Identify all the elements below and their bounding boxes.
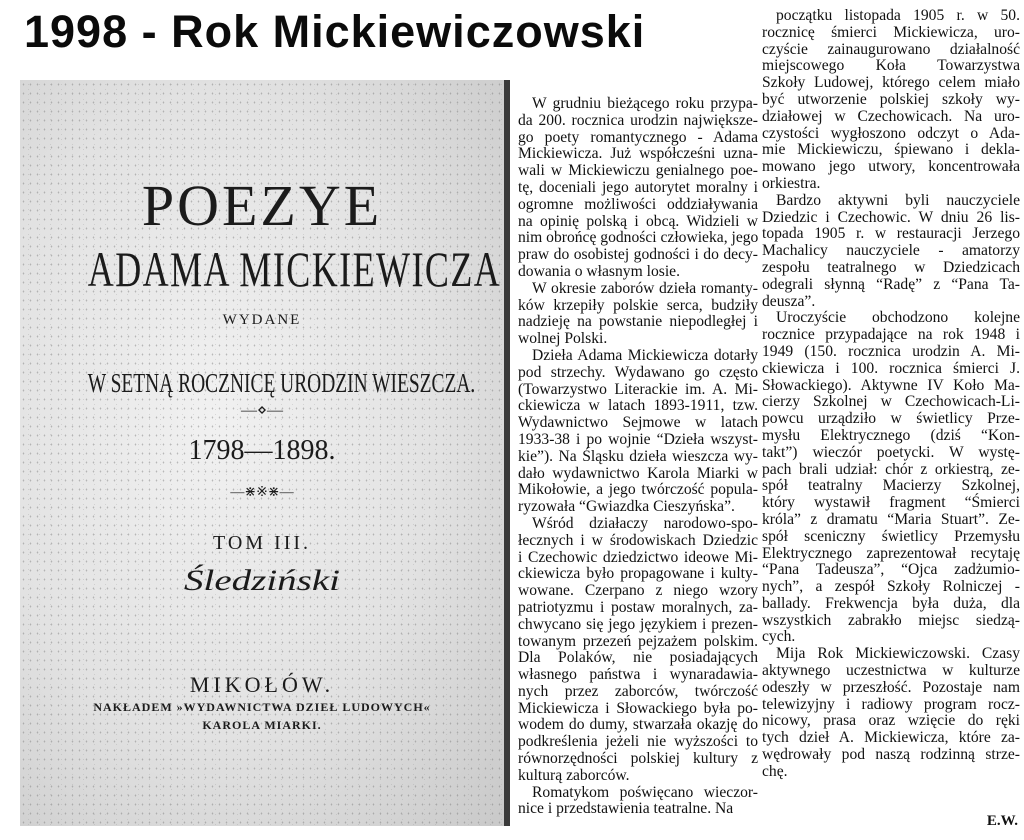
paragraph-line: króla” z dramatu “Maria Stuart”. Ze- [762, 510, 1020, 528]
author-signature: E.W. [986, 813, 1018, 829]
paragraph-line: wolnej Polski. [518, 330, 608, 348]
paragraph-line: topada 1905 r. w restauracji Jerzego [762, 225, 1020, 243]
paragraph-line: wszystkich zabrakło miejsc siedzą- [762, 611, 1020, 629]
paragraph-line: który wystawił fragment “Śmierci [762, 494, 1020, 512]
paragraph-line: kie”). Na Śląsku dzieła wieszcza wy- [518, 447, 758, 465]
paragraph-line: praw do osobistej godności i do decy- [518, 246, 758, 264]
paragraph-line: W okresie zaborów dzieła romanty- [532, 279, 758, 297]
paragraph-line: (Towarzystwo Literackie im. A. Mi- [518, 380, 758, 398]
paragraph-line: dowania o własnym losie. [518, 262, 680, 280]
paragraph-line: i Czechowic dziedzictwo ideowe Mi- [518, 548, 758, 566]
article-title: 1998 - Rok Mickiewiczowski [24, 6, 646, 57]
paragraph-line: nicowy, prasa oraz wzięcie do ręki [762, 712, 1020, 730]
paragraph-line: ballady. Frekwencja była duża, dla [762, 594, 1020, 612]
paragraph-line: czystości wygłoszono odczyt o Ada- [762, 124, 1020, 142]
paragraph-line: Mickiewicza i Słowackiego była po- [518, 699, 758, 717]
paragraph-line: wędrowały pod naszą rodzinną strze- [762, 746, 1020, 764]
cover-ornament: —⋄— [240, 402, 283, 419]
paragraph-line: wodem do dumy, stwarzała okazję do [518, 716, 758, 734]
paragraph-line: ckiewicza było propagowane i kulty- [518, 565, 758, 583]
paragraph-line: podkreślenia jeżeli nie wyższości to [518, 733, 758, 751]
paragraph-line: Mickiewicza. Już współcześni uzna- [518, 145, 758, 163]
paragraph-line: Uroczyście obchodzono kolejne [776, 309, 1020, 327]
paragraph-line: W grudniu bieżącego roku przypa- [532, 95, 758, 112]
paragraph-line: Mikołowie, a jego twórczość popula- [518, 481, 758, 499]
paragraph-line: go poety romantycznego - Adama [518, 128, 758, 146]
paragraph-line: nych”, a zespół Szkoły Rolniczej - [762, 578, 1020, 596]
paragraph-line: działowej w Czechowicach. Na uro- [762, 107, 1020, 125]
paragraph-line: czyście zainaugurowano działalność [762, 40, 1020, 58]
paragraph-line: Elektrycznego zaprezentował recytaję [762, 544, 1020, 562]
paragraph-line: miejscowego Koła Towarzystwa [762, 57, 1020, 75]
paragraph-line: ryzowała “Gwiazdka Cieszyńska”. [518, 498, 735, 516]
paragraph-line: wali w Mickiewiczu genialnego poe- [518, 162, 758, 180]
cover-years: 1798—1898. [188, 435, 336, 466]
paragraph-line: kulturą zaborców. [518, 766, 630, 784]
cover-publisher-name: KAROLA MIARKI. [202, 718, 322, 732]
paragraph-line: ogromne możliwości oddziaływania [518, 195, 758, 213]
paragraph-line: Mija Rok Mickiewiczowski. Czasy [776, 645, 1020, 663]
cover-title: POEZYE [141, 173, 383, 238]
paragraph-line: cierzy Szkolnej w Czechowicach-Li- [762, 393, 1020, 411]
paragraph-line: Słowackiego). Aktywne IV Koło Ma- [762, 376, 1020, 394]
paragraph-line: spół teatralny Macierzy Szkolnej, [762, 477, 1020, 495]
paragraph-line: pod strzechy. Wydawano go często [518, 363, 758, 381]
paragraph-line: na opinię polską i obcą. Widzieli w [518, 212, 758, 230]
article-column-right [762, 8, 1020, 781]
paragraph-line: patriotyzmu i postaw moralnych, za- [518, 598, 758, 616]
paragraph-line: cych. [762, 628, 796, 646]
paragraph-line: Dziedzic i Czechowic. W dniu 26 lis- [762, 208, 1020, 226]
paragraph-line: Szkoły Ludowej, którego celem miało [762, 74, 1020, 92]
book-cover-image [20, 80, 510, 826]
paragraph-line: rocznicę śmierci Mickiewicza, uro- [762, 23, 1020, 41]
paragraph-line: powcu urządziło w świetlicy Prze- [762, 410, 1020, 428]
paragraph-line: mie Mickiewiczu, śpiewano i dekla- [762, 141, 1020, 159]
paragraph-line: deusza”. [762, 292, 816, 310]
paragraph-line: równorzędności polskiej kultury z [518, 750, 758, 768]
paragraph-line: łecznych i w środowiskach Dziedzic [518, 531, 758, 549]
paragraph-line: 1933-38 i po wojnie “Dzieła wszyst- [518, 430, 758, 448]
paragraph-line: telewizyjny i radiowy program rocz- [762, 695, 1020, 713]
paragraph-line: odegrali słynną “Radę” z “Pana Ta- [762, 275, 1020, 293]
cover-volume: TOM III. [212, 532, 312, 554]
paragraph-line: “Pana Tadeusza”, “Ojca zadżumio- [762, 561, 1020, 579]
cover-handwritten-signature: Śledziński [184, 564, 340, 597]
paragraph-line: nim obrońcę godności człowieka, jego [518, 229, 759, 247]
cover-subtitle: W SETNĄ ROCZNICĘ URODZIN WIESZCZA. [87, 368, 476, 398]
paragraph-line: Machalicy nauczyciele - amatorzy [762, 242, 1020, 260]
paragraph-line: własnego państwa i wynaradawia- [518, 666, 758, 684]
paragraph-line: nadzieję na powstanie niepodległej i [518, 313, 758, 331]
paragraph-line: chwycano się jego językiem i prezen- [518, 615, 758, 633]
paragraph-line: Bardzo aktywni byli nauczyciele [776, 191, 1020, 209]
article-column-middle [518, 96, 758, 818]
paragraph-line: zespołu teatralnego w Dziedzicach [762, 258, 1020, 276]
paragraph-line: odeszły w przeszłość. Pozostaje nam [762, 678, 1020, 696]
paragraph-line: być utworzenie polskiej szkoły wy- [762, 90, 1020, 108]
paragraph-line: chę. [762, 762, 788, 780]
paragraph-line: początku listopada 1905 r. w 50. [776, 7, 1020, 24]
paragraph-line: 1949 (150. rocznica urodzin A. Mi- [762, 342, 1020, 360]
cover-ornament: —⋇※⋇— [230, 485, 294, 500]
paragraph-line: Romatykom poświęcano wieczor- [532, 783, 758, 801]
paragraph-line: ckiewicza i 100. rocznica śmierci J. [762, 359, 1020, 377]
cover-publisher: NAKŁADEM »WYDAWNICTWA DZIEŁ LUDOWYCH« [93, 700, 431, 714]
cover-city: MIKOŁÓW. [189, 672, 335, 697]
paragraph-line: orkiestra. [762, 174, 821, 192]
paragraph-line: rocznice przypadające na rok 1948 i [762, 326, 1020, 344]
paragraph-line: wowane. Czerpano z niego wzory [518, 582, 758, 600]
paragraph-line: ków krzepiły polskie serca, budziły [518, 296, 758, 314]
paragraph-line: mowano jego utwory, koncentrowała [762, 158, 1020, 176]
paragraph-line: ckiewicza w latach 1893-1911, tzw. [518, 397, 758, 415]
paragraph-line: takt”) wieczór poetycki. W wystę- [762, 443, 1020, 461]
paragraph-line: Wydawnictwo Sejmowe w latach [518, 414, 758, 432]
paragraph-line: nych przez zaborców, twórczość [518, 682, 758, 700]
paragraph-line: aktywnego uczestnictwa w kulturze [762, 662, 1020, 680]
paragraph-line: spół sceniczny świetlicy Przemysłu [762, 527, 1020, 545]
paragraph-line: nice i przedstawienia teatralne. Na [518, 800, 734, 818]
paragraph-line: dało wydawnictwo Karola Miarki w [518, 464, 758, 482]
paragraph-line: tę, doceniali jego autorytet moralny i [518, 178, 758, 196]
cover-published: WYDANE [222, 312, 302, 328]
paragraph-line: pach brali udział: chór z orkiestrą, ze- [762, 460, 1020, 478]
paragraph-line: da 200. rocznica urodzin największe- [518, 111, 758, 129]
paragraph-line: tych dzieł A. Mickiewicza, które za- [762, 729, 1020, 747]
cover-author: ADAMA MICKIEWICZA [87, 241, 502, 297]
paragraph-line: Wśród działaczy narodowo-spo- [532, 514, 758, 532]
paragraph-line: mysłu Elektrycznego (dziś “Kon- [762, 426, 1020, 444]
paragraph-line: Dzieła Adama Mickiewicza dotarły [532, 346, 758, 364]
paragraph-line: towanym przezeń pejzażem polskim. [518, 632, 758, 650]
paragraph-line: Dla Polaków, nie posiadających [518, 649, 758, 667]
